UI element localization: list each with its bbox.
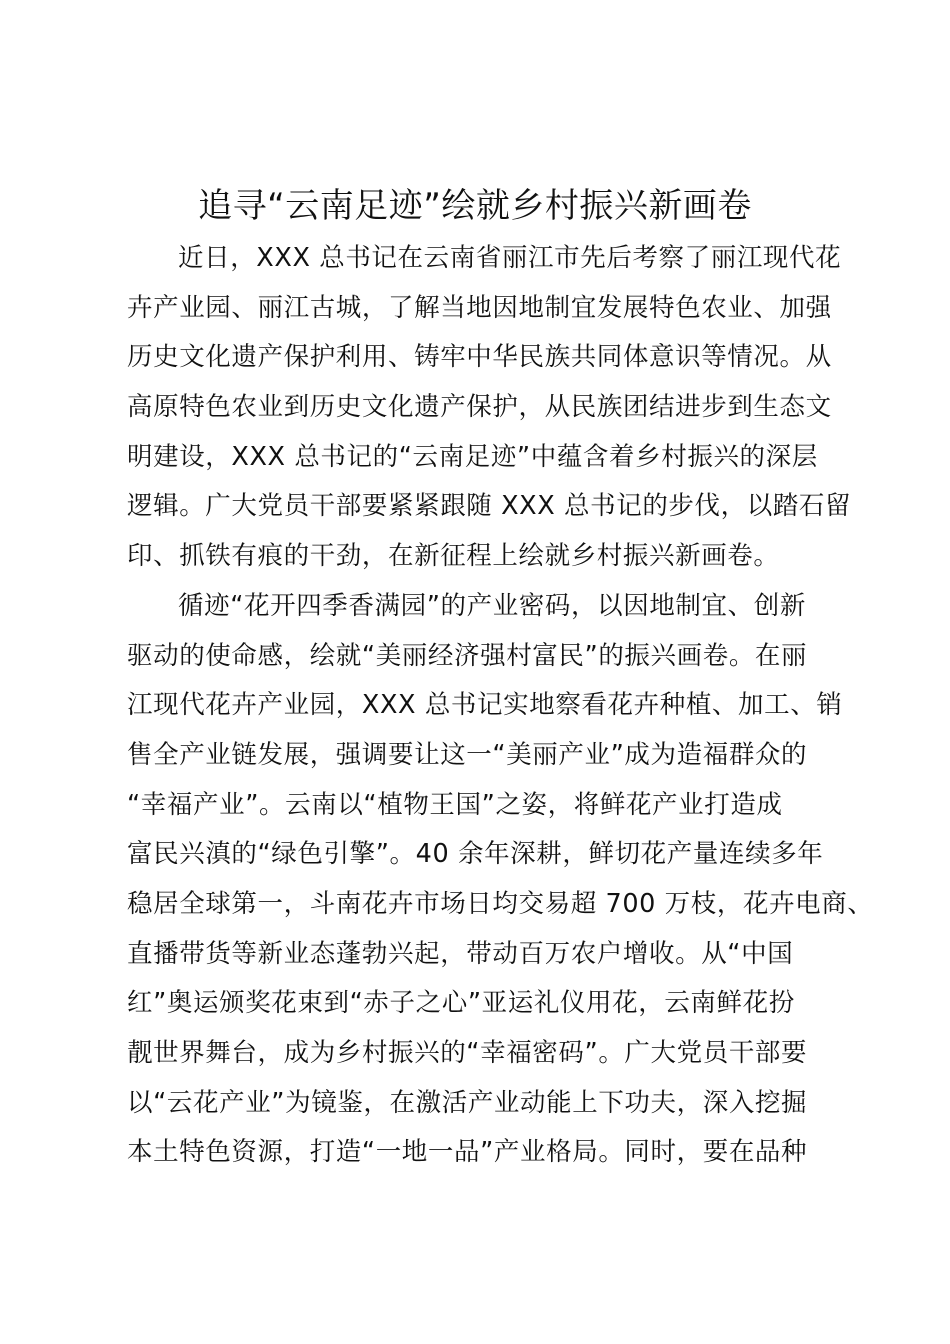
body-line: 红”奥运颁奖花束到“赤子之心”亚运礼仪用花，云南鲜花扮 — [127, 988, 795, 1019]
body-line: 近日，XXX 总书记在云南省丽江市先后考察了丽江现代花 — [178, 243, 842, 273]
body-line: 高原特色农业到历史文化遗产保护，从民族团结进步到生态文 — [127, 392, 832, 423]
body-line: 明建设，XXX 总书记的“云南足迹”中蕴含着乡村振兴的深层 — [127, 441, 818, 472]
document-body — [127, 234, 874, 1178]
body-line: 直播带货等新业态蓬勃兴起，带动百万农户增收。从“中国 — [127, 938, 794, 969]
body-line: 卉产业园、丽江古城，了解当地因地制宜发展特色农业、加强 — [127, 292, 832, 323]
body-line: “幸福产业”。云南以“植物王国”之姿，将鲜花产业打造成 — [127, 789, 783, 820]
body-line: 历史文化遗产保护利用、铸牢中华民族共同体意识等情况。从 — [127, 342, 832, 373]
body-line: 富民兴滇的“绿色引擎”。40 余年深耕，鲜切花产量连续多年 — [127, 839, 824, 870]
body-line: 本土特色资源，打造“一地一品”产业格局。同时，要在品种 — [127, 1137, 808, 1168]
body-line: 循迹“花开四季香满园”的产业密码，以因地制宜、创新 — [178, 590, 806, 621]
body-line: 逻辑。广大党员干部要紧紧跟随 XXX 总书记的步伐，以踏石留 — [127, 491, 852, 522]
body-line: 驱动的使命感，绘就“美丽经济强村富民”的振兴画卷。在丽 — [127, 640, 808, 671]
body-line: 以“云花产业”为镜鉴，在激活产业动能上下功夫，深入挖掘 — [127, 1087, 808, 1118]
body-line: 江现代花卉产业园，XXX 总书记实地察看花卉种植、加工、销 — [127, 690, 843, 721]
body-line: 靓世界舞台，成为乡村振兴的“幸福密码”。广大党员干部要 — [127, 1038, 808, 1068]
body-line: 印、抓铁有痕的干劲，在新征程上绘就乡村振兴新画卷。 — [127, 541, 780, 572]
body-line: 稳居全球第一，斗南花卉市场日均交易超 700 万枝，花卉电商、 — [127, 888, 874, 919]
body-line: 售全产业链发展，强调要让这一“美丽产业”成为造福群众的 — [127, 739, 808, 770]
document-title: 追寻“云南足迹”绘就乡村振兴新画卷 — [198, 186, 752, 226]
